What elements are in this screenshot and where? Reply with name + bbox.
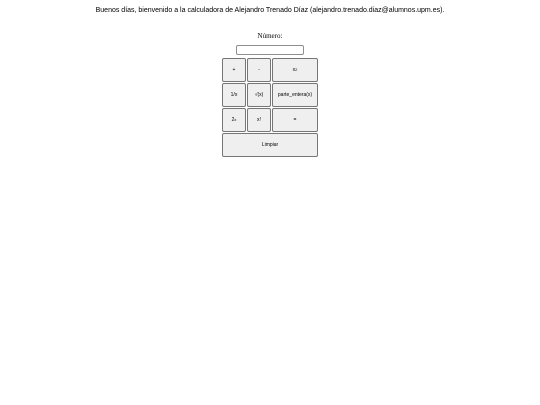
- power-of-two-exp: x: [234, 116, 237, 122]
- greeting-text: Buenos días, bienvenido a la calculadora de Alejandro Trenado Díaz (alejandro.trenado.diaz@alumnos.upm.es).: [95, 7, 445, 14]
- integer-part-button-label: parte_entera(x): [277, 92, 313, 98]
- plus-button[interactable]: [222, 58, 246, 82]
- power-of-two-base: 2: [231, 117, 235, 123]
- sqrt-button[interactable]: [247, 83, 271, 107]
- calculator-buttons: [222, 58, 318, 157]
- integer-part-button[interactable]: [272, 83, 318, 107]
- reciprocal-button-label: 1/x: [230, 92, 238, 98]
- numero-input[interactable]: [236, 45, 304, 55]
- square-button-base: x: [292, 67, 296, 73]
- equals-button[interactable]: [272, 108, 318, 132]
- minus-button[interactable]: [247, 58, 271, 82]
- power-of-two-button[interactable]: [222, 108, 246, 132]
- sqrt-button-label: √(x): [254, 92, 264, 98]
- factorial-button[interactable]: [247, 108, 271, 132]
- factorial-button-label: x!: [257, 117, 261, 123]
- numero-label: Número:: [257, 32, 283, 40]
- minus-button-label: -: [258, 67, 260, 73]
- clear-button-label: Limpiar: [261, 142, 279, 148]
- clear-button[interactable]: [222, 133, 318, 157]
- square-button[interactable]: [272, 58, 318, 82]
- square-button-exp: 2: [295, 66, 298, 72]
- plus-button-label: +: [232, 67, 236, 73]
- equals-button-label: =: [293, 117, 297, 123]
- reciprocal-button[interactable]: [222, 83, 246, 107]
